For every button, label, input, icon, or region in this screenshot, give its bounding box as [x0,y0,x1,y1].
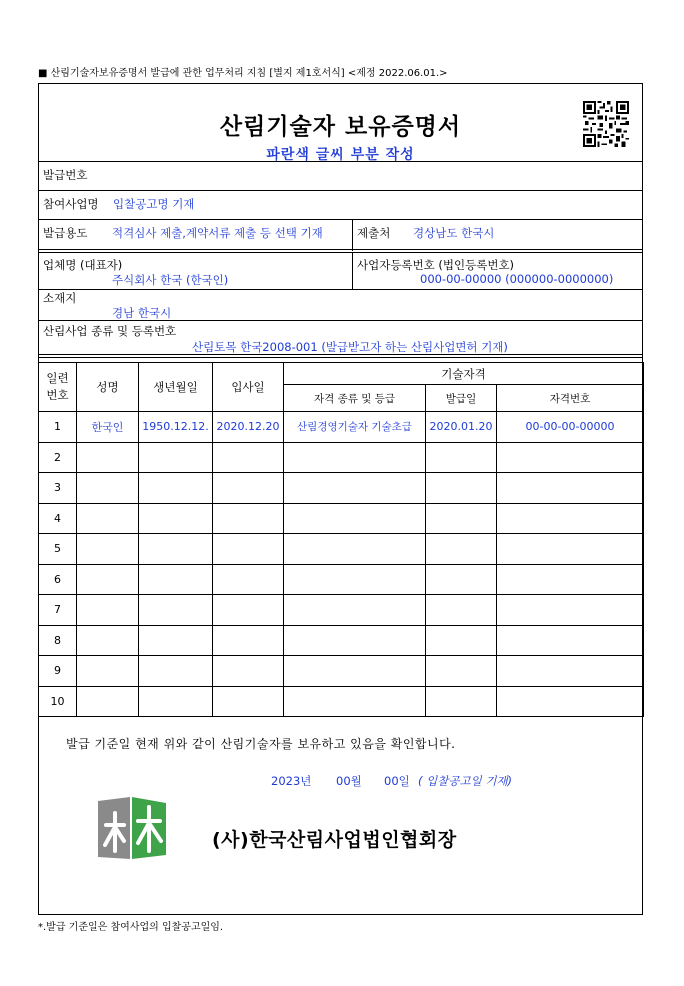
table-cell-qual-type [284,564,426,595]
divider [38,190,643,191]
table-cell-join [213,473,284,504]
table-cell-qual-date [426,473,497,504]
table-cell-join [213,442,284,473]
company-value: 주식회사 한국 (한국인) [112,273,229,287]
table-cell-name [77,473,139,504]
address-label: 소재지 [43,291,77,305]
organization-name: (사)한국산림사업법인협회장 [212,829,457,851]
table-cell-qual-type [284,534,426,565]
table-row [39,686,644,717]
table-cell-join: 2020.12.20 [213,412,284,443]
table-cell-qual-date [426,564,497,595]
divider [38,320,643,321]
table-cell-qual-type: 산림경영기술자 기술초급 [284,412,426,443]
table-cell-join [213,534,284,565]
footnote: *.발급 기준일은 참여사업의 입찰공고일임. [38,922,224,933]
table-cell-birth [139,686,213,717]
table-cell-join [213,625,284,656]
divider [38,219,643,220]
col-header-name: 성명 [77,363,139,412]
table-row [39,625,644,656]
table-cell-birth [139,564,213,595]
document-subtitle: 파란색 글씨 부분 작성 [266,147,415,163]
project-value: 입찰공고명 기재 [113,197,195,211]
table-cell-join [213,503,284,534]
table-cell-qual-date: 2020.01.20 [426,412,497,443]
table-cell-qual-type [284,656,426,687]
table-cell-qual-no [497,473,644,504]
table-cell-birth [139,503,213,534]
table-cell-qual-date [426,656,497,687]
divider [38,289,643,290]
divider [38,161,643,162]
table-cell-qual-no [497,564,644,595]
company-label: 업체명 (대표자) [43,258,123,272]
table-row [39,595,644,626]
table-cell-no: 10 [39,686,77,717]
col-header-birth: 생년월일 [139,363,213,412]
table-cell-no: 8 [39,625,77,656]
table-row [39,412,644,443]
table-cell-qual-no [497,656,644,687]
table-cell-qual-no [497,503,644,534]
issue-no-label: 발급번호 [43,168,88,182]
table-cell-join [213,686,284,717]
col-header-qual-no: 자격번호 [497,385,644,412]
table-cell-name [77,534,139,565]
table-cell-name [77,686,139,717]
table-row [39,503,644,534]
confirmation-text: 발급 기준일 현재 위와 같이 산림기술자를 보유하고 있음을 확인합니다. [66,737,456,751]
document-title: 산림기술자 보유증명서 [219,114,462,140]
bizno-label: 사업자등록번호 (법인등록번호) [357,258,515,272]
table-row [39,656,644,687]
table-cell-qual-type [284,503,426,534]
divider [38,354,643,358]
table-row [39,473,644,504]
table-cell-birth [139,625,213,656]
table-cell-qual-date [426,503,497,534]
date-day: 00일 [384,774,410,788]
table-row [39,564,644,595]
col-header-no: 일련 번호 [39,363,77,412]
table-cell-join [213,595,284,626]
table-cell-no: 6 [39,564,77,595]
purpose-label: 발급용도 [43,226,88,240]
col-header-qual-type: 자격 종류 및 등급 [284,385,426,412]
table-cell-no: 1 [39,412,77,443]
table-cell-qual-date [426,442,497,473]
table-cell-name [77,595,139,626]
technician-table [38,362,644,717]
divider [38,249,643,253]
table-cell-qual-type [284,595,426,626]
date-year: 2023년 [271,774,312,788]
forestry-value: 산림토목 한국2008-001 (발급받고자 하는 산림사업면허 기재) [192,340,508,354]
table-cell-no: 7 [39,595,77,626]
table-cell-qual-no [497,686,644,717]
table-cell-name [77,564,139,595]
table-cell-no: 2 [39,442,77,473]
table-cell-qual-date [426,534,497,565]
form-header-note: ■ 산림기술자보유증명서 발급에 관한 업무처리 지침 [별지 제1호서식] <제정 2022.06.01.> [38,68,448,79]
table-cell-qual-type [284,442,426,473]
submit-to-label: 제출처 [357,226,391,240]
table-cell-qual-no [497,595,644,626]
table-cell-name: 한국인 [77,412,139,443]
table-cell-birth: 1950.12.12. [139,412,213,443]
table-cell-qual-no [497,625,644,656]
project-label: 참여사업명 [43,197,99,211]
divider [352,219,353,251]
association-logo-icon [96,795,168,861]
table-cell-name [77,625,139,656]
forestry-label: 산림사업 종류 및 등록번호 [43,324,177,338]
col-header-qualification: 기술자격 [284,363,644,385]
table-cell-qual-date [426,625,497,656]
table-cell-qual-type [284,686,426,717]
table-cell-qual-type [284,625,426,656]
table-row [39,442,644,473]
divider [352,252,353,289]
date-month: 00월 [336,774,362,788]
date-note: ( 입찰공고일 기재) [418,774,513,788]
table-cell-birth [139,656,213,687]
col-header-qual-date: 발급일 [426,385,497,412]
table-cell-qual-type [284,473,426,504]
table-cell-qual-no [497,534,644,565]
table-cell-join [213,656,284,687]
table-cell-name [77,442,139,473]
table-cell-qual-no: 00-00-00-00000 [497,412,644,443]
table-cell-no: 4 [39,503,77,534]
table-cell-name [77,656,139,687]
table-cell-qual-no [497,442,644,473]
table-cell-no: 5 [39,534,77,565]
table-cell-birth [139,442,213,473]
table-cell-birth [139,473,213,504]
col-header-join: 입사일 [213,363,284,412]
table-cell-no: 9 [39,656,77,687]
table-cell-birth [139,534,213,565]
table-cell-no: 3 [39,473,77,504]
table-cell-qual-date [426,595,497,626]
address-value: 경남 한국시 [112,306,172,320]
submit-to-value: 경상남도 한국시 [413,226,495,240]
table-row [39,534,644,565]
qr-code-icon [583,101,629,147]
purpose-value: 적격심사 제출,계약서류 제출 등 선택 기재 [112,226,323,240]
bizno-value: 000-00-00000 (000000-0000000) [420,272,614,286]
table-cell-name [77,503,139,534]
table-cell-birth [139,595,213,626]
table-cell-join [213,564,284,595]
table-cell-qual-date [426,686,497,717]
